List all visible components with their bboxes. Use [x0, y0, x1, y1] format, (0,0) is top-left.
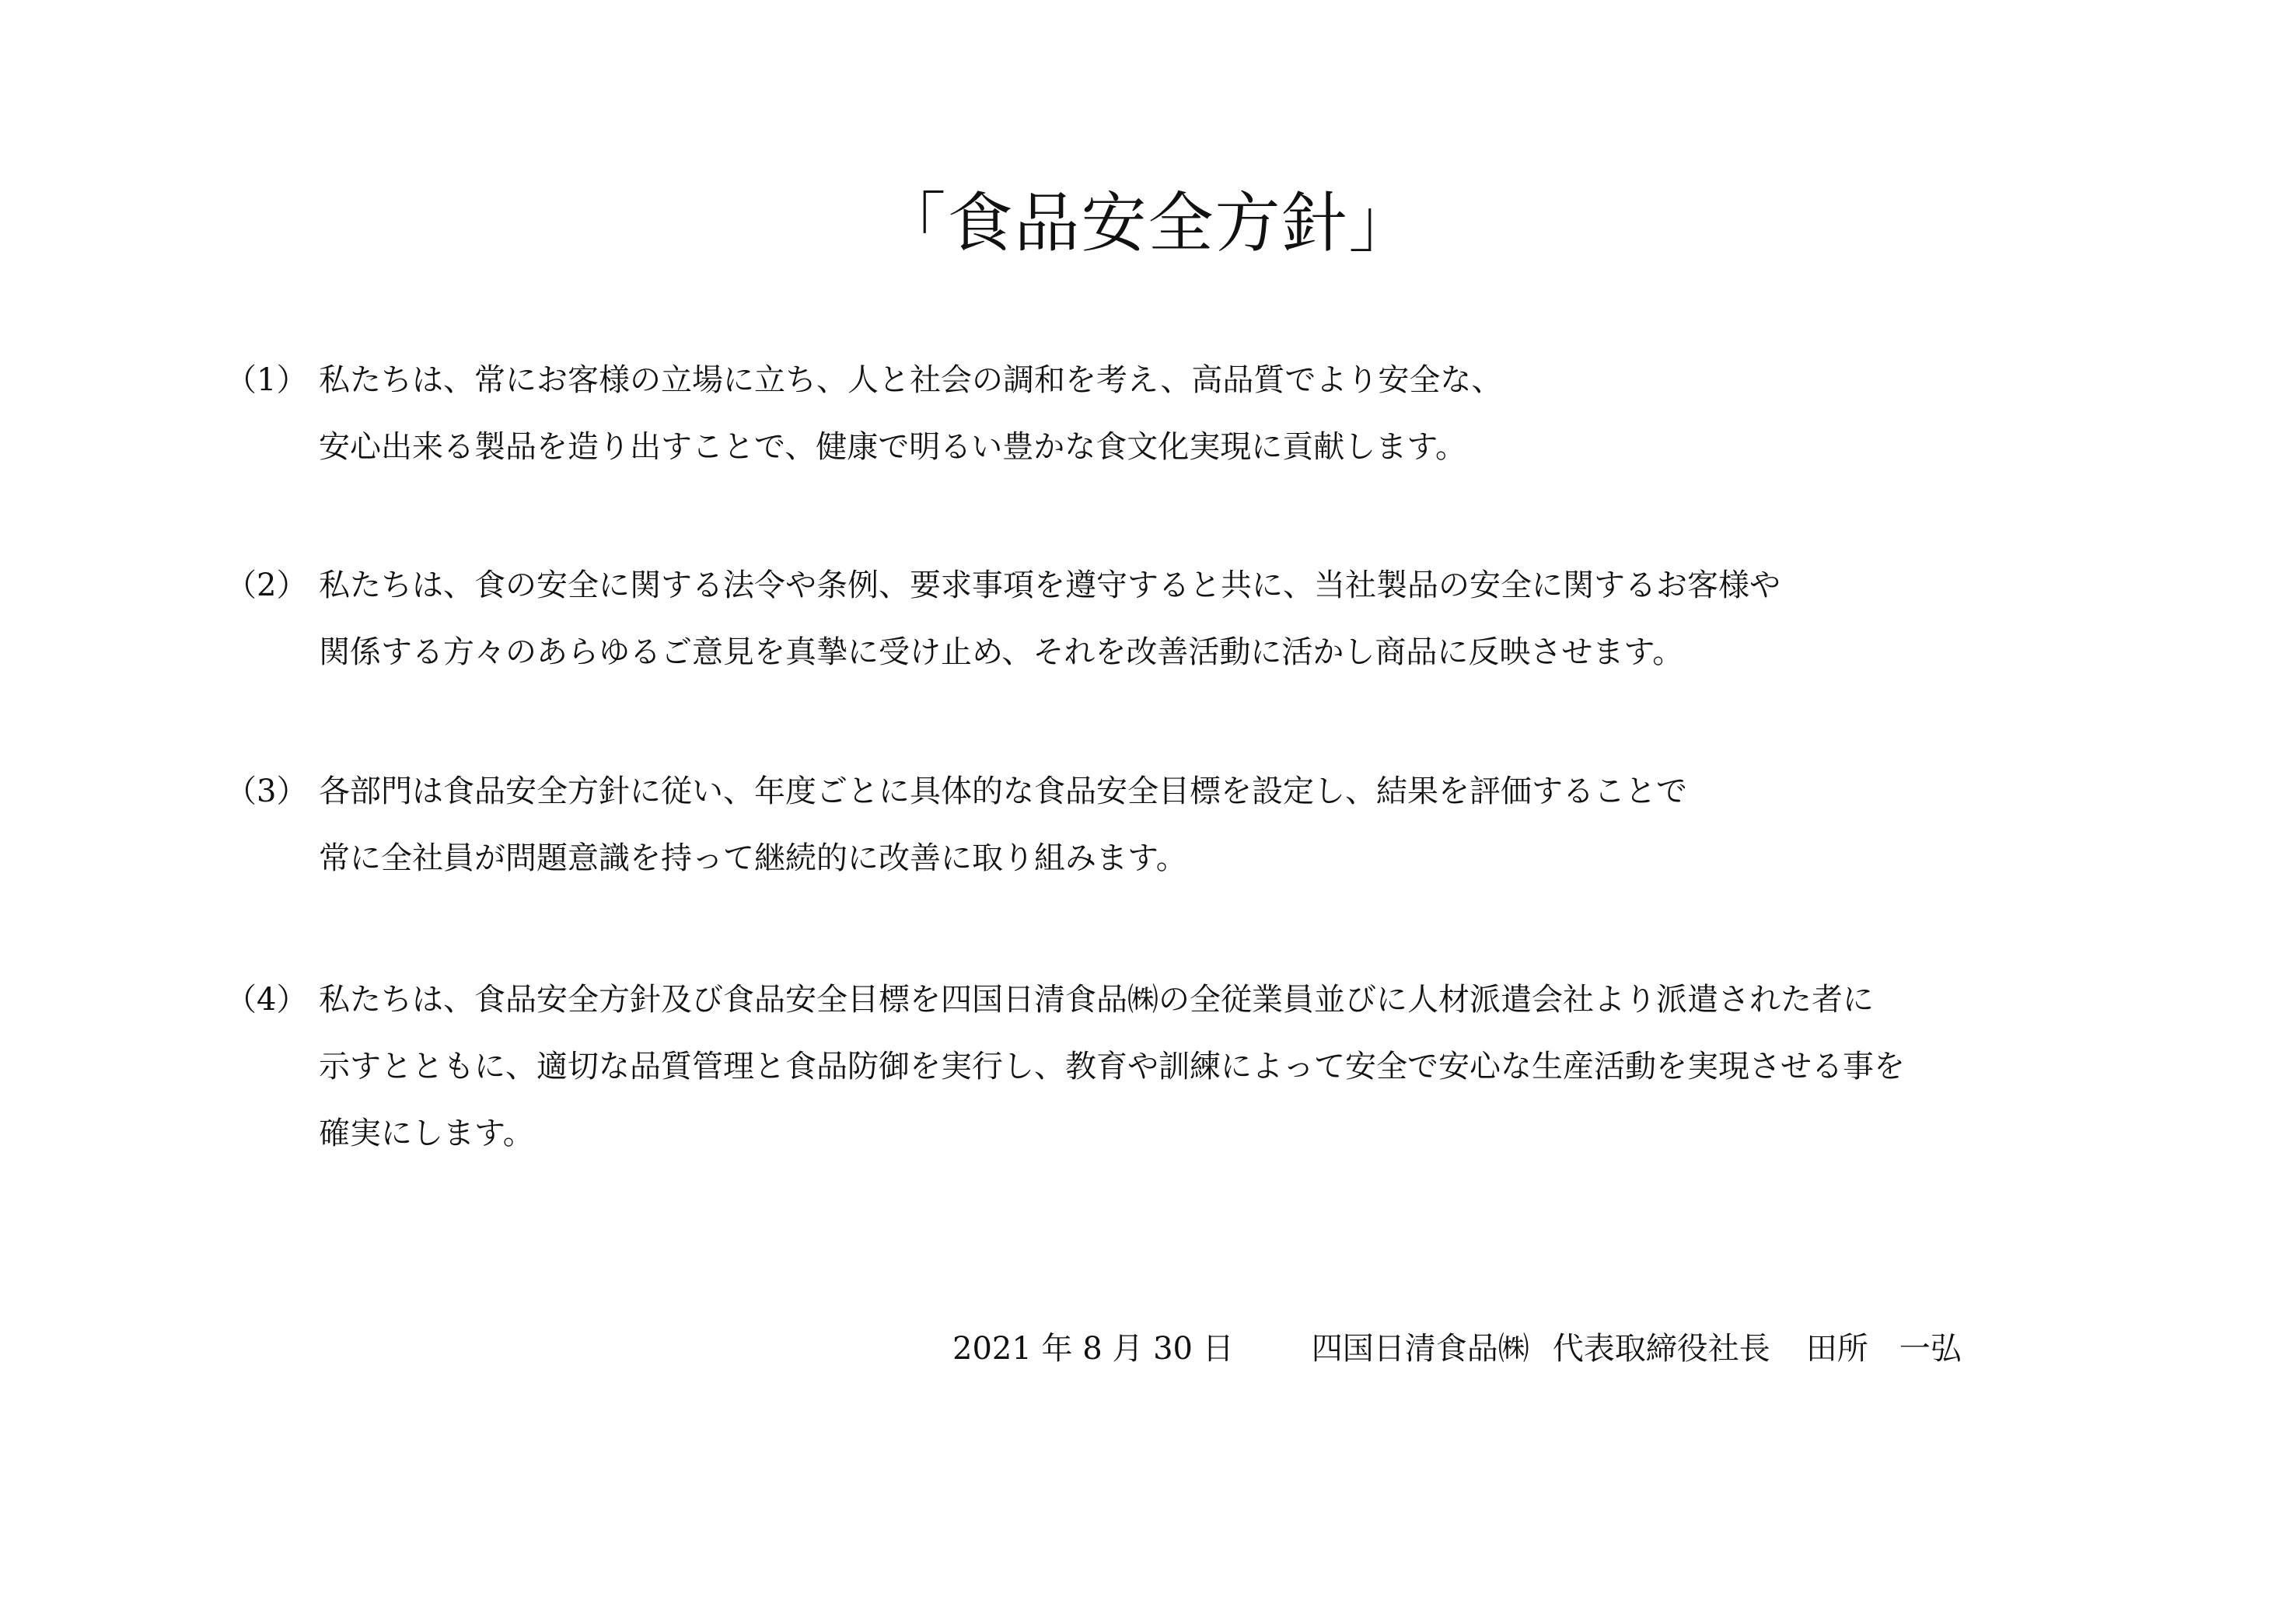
page-title: 「食品安全方針」 [880, 185, 1416, 261]
policy-item-2 [225, 552, 2130, 686]
policy-text: 関係する方々のあらゆるご意見を真摯に受け止め、それを改善活動に活かし商品に反映させます。 [319, 634, 1684, 670]
policy-line [225, 966, 2130, 1033]
policy-text: 確実にします。 [319, 1116, 534, 1151]
policy-text: 安心出来る製品を造り出すことで、健康で明るい豊かな食文化実現に貢献します。 [319, 429, 1466, 465]
policy-item-4 [225, 966, 2130, 1167]
signature-company: 四国日清食品㈱ [1311, 1331, 1529, 1367]
policy-line [225, 619, 2130, 686]
policy-line [225, 825, 2130, 892]
policy-text: 私たちは、常にお客様の立場に立ち、人と社会の調和を考え、高品質でより安全な、 [319, 362, 1503, 398]
signature-role: 代表取締役社長 [1552, 1331, 1770, 1367]
policy-text: 私たちは、食品安全方針及び食品安全目標を四国日清食品㈱の全従業員並びに人材派遣会社より派遣された者に [319, 982, 1874, 1018]
policy-line [225, 1100, 2130, 1167]
policy-number: （1） [225, 362, 308, 398]
signature-block [952, 1325, 2072, 1372]
policy-line [225, 347, 2130, 414]
signature-name: 田所 一弘 [1805, 1331, 1962, 1367]
policy-item-3 [225, 758, 2130, 892]
policy-line [225, 1033, 2130, 1100]
signature-date: 2021 年 8 月 30 日 [952, 1331, 1234, 1367]
policy-number: （3） [225, 774, 308, 809]
policy-text: 常に全社員が問題意識を持って継続的に改善に取り組みます。 [319, 840, 1187, 876]
policy-text: 私たちは、食の安全に関する法令や条例、要求事項を遵守すると共に、当社製品の安全に関するお客様や [319, 568, 1781, 603]
policy-number: （4） [225, 982, 308, 1018]
policy-text: 示すとともに、適切な品質管理と食品防御を実行し、教育や訓練によって安全で安心な生産活動を実現させる事を [319, 1049, 1905, 1084]
policy-line [225, 414, 2130, 480]
policy-line [225, 758, 2130, 825]
policy-number: （2） [225, 568, 308, 603]
policy-item-1 [225, 347, 2130, 480]
policy-text: 各部門は食品安全方針に従い、年度ごとに具体的な食品安全目標を設定し、結果を評価することで [319, 774, 1687, 809]
policy-line [225, 552, 2130, 619]
